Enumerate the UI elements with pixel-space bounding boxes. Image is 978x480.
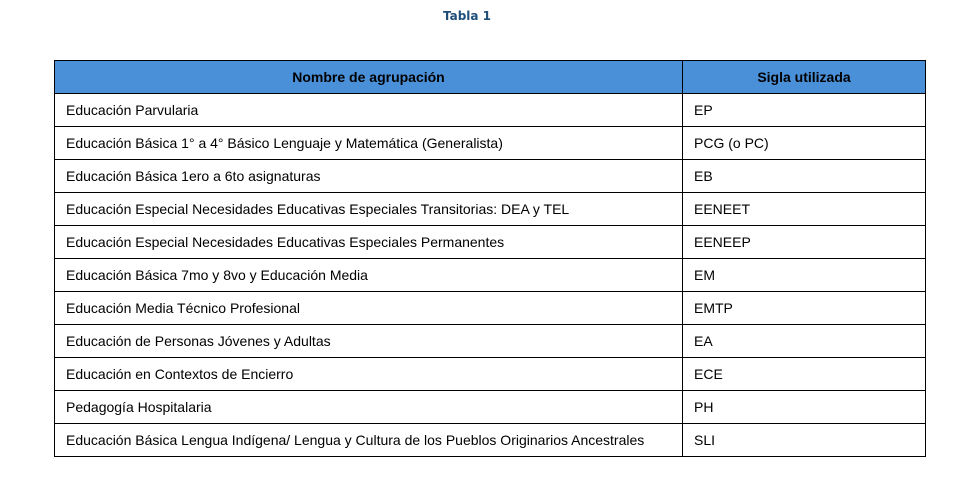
table-row [55,193,926,226]
cell-nombre: Educación Básica Lengua Indígena/ Lengua y Cultura de los Pueblos Originarios Ancestrales [55,424,683,457]
table-row [55,424,926,457]
cell-nombre: Educación Básica 1° a 4° Básico Lenguaje y Matemática (Generalista) [55,127,683,160]
cell-nombre: Educación Especial Necesidades Educativas Especiales Permanentes [55,226,683,259]
table-caption: Tabla 1 [442,9,492,23]
table-row [55,94,926,127]
table-row [55,391,926,424]
cell-sigla: ECE [683,358,926,391]
cell-nombre: Pedagogía Hospitalaria [55,391,683,424]
table-row [55,226,926,259]
column-header-sigla: Sigla utilizada [683,61,926,94]
cell-nombre: Educación Media Técnico Profesional [55,292,683,325]
cell-sigla: EA [683,325,926,358]
cell-sigla: PCG (o PC) [683,127,926,160]
cell-nombre: Educación en Contextos de Encierro [55,358,683,391]
cell-nombre: Educación Básica 1ero a 6to asignaturas [55,160,683,193]
cell-sigla: EENEEP [683,226,926,259]
cell-sigla: EB [683,160,926,193]
table-row [55,358,926,391]
table-row [55,160,926,193]
cell-sigla: EP [683,94,926,127]
table-row [55,259,926,292]
cell-sigla: EENEET [683,193,926,226]
column-header-nombre: Nombre de agrupación [55,61,683,94]
cell-sigla: EM [683,259,926,292]
cell-nombre: Educación Especial Necesidades Educativas Especiales Transitorias: DEA y TEL [55,193,683,226]
cell-nombre: Educación Básica 7mo y 8vo y Educación Media [55,259,683,292]
cell-sigla: EMTP [683,292,926,325]
cell-nombre: Educación de Personas Jóvenes y Adultas [55,325,683,358]
table-row [55,127,926,160]
cell-nombre: Educación Parvularia [55,94,683,127]
agrupaciones-table [54,60,926,457]
table-row [55,292,926,325]
cell-sigla: SLI [683,424,926,457]
table-header-row [55,61,926,94]
table-row [55,325,926,358]
cell-sigla: PH [683,391,926,424]
